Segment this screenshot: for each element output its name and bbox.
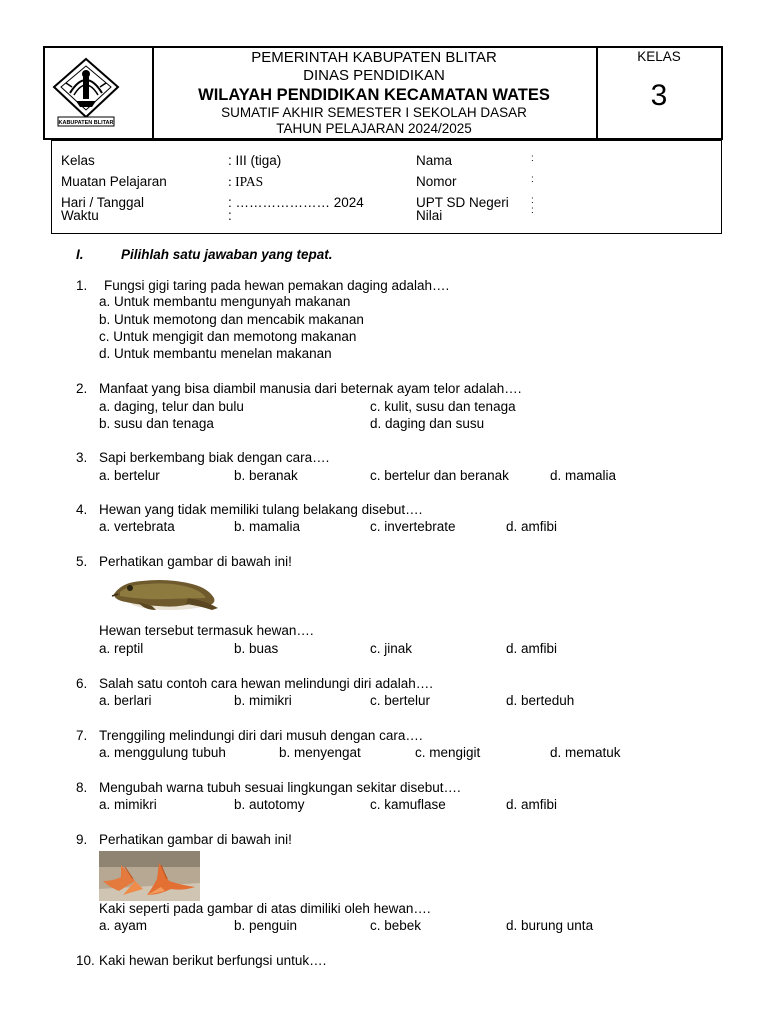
question-text: Fungsi gigi taring pada hewan pemakan daging adalah…. (104, 278, 450, 293)
kelas-number: 3 (650, 79, 668, 112)
question-number: 2. (76, 381, 88, 396)
option[interactable]: c. bertelur (370, 693, 431, 708)
option[interactable]: a. mimikri (99, 797, 157, 812)
question-text: Sapi berkembang biak dengan cara…. (99, 450, 330, 465)
question-subtext: Hewan tersebut termasuk hewan…. (99, 623, 314, 638)
option[interactable]: d. daging dan susu (370, 416, 485, 431)
option[interactable]: d. burung unta (506, 918, 594, 933)
option[interactable]: a. daging, telur dan bulu (99, 399, 244, 414)
option[interactable]: c. invertebrate (370, 519, 456, 534)
info-nama-label: Nama (416, 153, 453, 168)
info-muatan-value: : IPAS (228, 174, 264, 189)
option[interactable]: b. mimikri (234, 693, 292, 708)
option[interactable]: b. susu dan tenaga (99, 416, 214, 431)
info-hari-value: : ………………… 2024 (228, 195, 364, 210)
info-waktu-label: Waktu (61, 208, 99, 223)
question-number: 10. (76, 953, 95, 968)
svg-text:KABUPATEN BLITAR: KABUPATEN BLITAR (58, 120, 114, 126)
question-number: 8. (76, 780, 88, 795)
info-kelas-label: Kelas (61, 153, 95, 168)
info-nomor-colon: : (531, 174, 534, 185)
header-line-3: WILAYAH PENDIDIKAN KECAMATAN WATES (198, 86, 550, 104)
exam-header (43, 46, 723, 140)
info-kelas-value: : III (tiga) (228, 153, 282, 168)
option[interactable]: b. menyengat (279, 745, 361, 760)
logo-cell (44, 47, 154, 139)
option[interactable]: d. Untuk membantu menelan makanan (99, 346, 332, 361)
header-line-1: PEMERINTAH KABUPATEN BLITAR (251, 49, 497, 66)
option[interactable]: a. bertelur (99, 468, 160, 483)
info-waktu-value: : (228, 208, 232, 223)
option[interactable]: c. bertelur dan beranak (370, 468, 509, 483)
option[interactable]: a. ayam (99, 918, 148, 933)
info-upt-colon: : (531, 195, 534, 206)
option[interactable]: b. autotomy (234, 797, 305, 812)
kabupaten-blitar-logo (52, 57, 120, 129)
section-title: Pilihlah satu jawaban yang tepat. (121, 247, 333, 262)
option[interactable]: a. vertebrata (99, 519, 175, 534)
question-text: Trenggiling melindungi diri dari musuh dengan cara…. (99, 728, 423, 743)
info-nomor-label: Nomor (416, 174, 457, 189)
info-nilai-colon: : (531, 205, 534, 216)
option[interactable]: b. buas (234, 641, 279, 656)
info-nama-colon: : (531, 153, 534, 164)
question-text: Kaki hewan berikut berfungsi untuk…. (99, 953, 327, 968)
section-heading (76, 247, 333, 262)
option[interactable]: c. jinak (370, 641, 413, 656)
question-number: 9. (76, 832, 88, 847)
info-muatan-label: Muatan Pelajaran (61, 174, 167, 189)
option[interactable]: b. penguin (234, 918, 298, 933)
option[interactable]: a. Untuk membantu mengunyah makanan (99, 294, 351, 309)
option[interactable]: a. menggulung tubuh (99, 745, 226, 760)
kelas-cell (596, 47, 722, 139)
option[interactable]: d. berteduh (506, 693, 575, 708)
option[interactable]: d. amfibi (506, 519, 558, 534)
header-line-5: TAHUN PELAJARAN 2024/2025 (276, 121, 472, 136)
question-text: Mengubah warna tubuh sesuai lingkungan sekitar disebut…. (99, 780, 461, 795)
question-number: 7. (76, 728, 88, 743)
option[interactable]: d. amfibi (506, 797, 558, 812)
question-text: Perhatikan gambar di bawah ini! (99, 832, 292, 847)
option[interactable]: b. Untuk memotong dan mencabik makanan (99, 312, 364, 327)
question-number: 5. (76, 554, 88, 569)
question-text: Perhatikan gambar di bawah ini! (99, 554, 292, 569)
info-hari-label: Hari / Tanggal (61, 195, 145, 210)
kelas-label: KELAS (637, 49, 681, 64)
question-text: Manfaat yang bisa diambil manusia dari beternak ayam telor adalah…. (99, 381, 522, 396)
question-subtext: Kaki seperti pada gambar di atas dimiliki oleh hewan…. (99, 901, 431, 916)
option[interactable]: d. mematuk (550, 745, 621, 760)
title-cell (152, 47, 598, 139)
option[interactable]: c. mengigit (415, 745, 481, 760)
header-line-4: SUMATIF AKHIR SEMESTER I SEKOLAH DASAR (221, 105, 527, 120)
question-number: 4. (76, 502, 88, 517)
question-number: 6. (76, 676, 88, 691)
option[interactable]: b. mamalia (234, 519, 301, 534)
option[interactable]: c. bebek (370, 918, 422, 933)
question-text: Salah satu contoh cara hewan melindungi diri adalah…. (99, 676, 433, 691)
option[interactable]: a. reptil (99, 641, 144, 656)
question-number: 3. (76, 450, 88, 465)
duck-feet-image (99, 851, 200, 901)
info-upt-label: UPT SD Negeri (416, 195, 509, 210)
section-roman: I. (76, 247, 84, 262)
info-nilai-label: Nilai (416, 208, 443, 223)
question-number: 1. (76, 278, 88, 293)
option[interactable]: c. kamuflase (370, 797, 446, 812)
option[interactable]: b. beranak (234, 468, 298, 483)
header-line-2: DINAS PENDIDIKAN (303, 67, 445, 84)
option[interactable]: d. amfibi (506, 641, 558, 656)
option[interactable]: a. berlari (99, 693, 152, 708)
option[interactable]: c. Untuk mengigit dan memotong makanan (99, 329, 357, 344)
question-text: Hewan yang tidak memiliki tulang belakang disebut…. (99, 502, 423, 517)
option[interactable]: c. kulit, susu dan tenaga (370, 399, 516, 414)
frog-image (108, 572, 224, 616)
option[interactable]: d. mamalia (550, 468, 617, 483)
